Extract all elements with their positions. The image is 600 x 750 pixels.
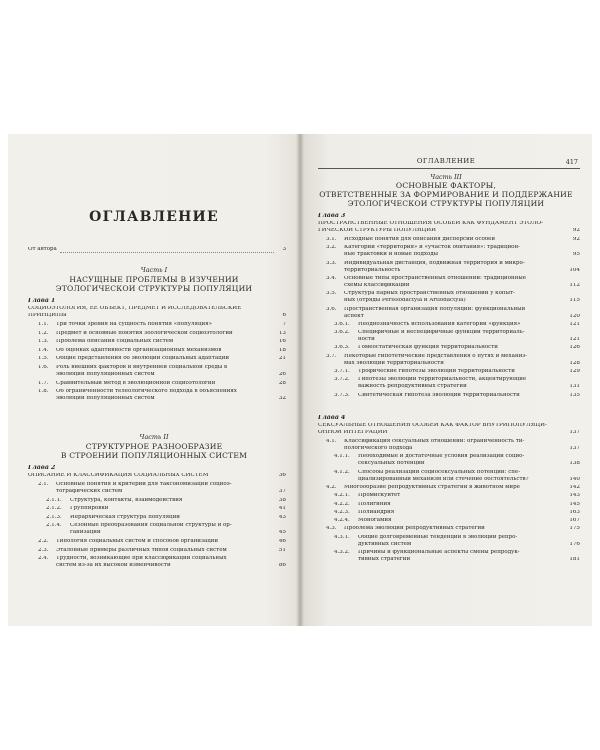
toc-entry-title: Эталонные примеры различных типов социальных систем — [56, 547, 227, 553]
toc-title: ОГЛАВЛЕНИЕ — [89, 210, 219, 224]
toc-entry-title: Об ограниченности телеологического подхода в объяснениях — [56, 389, 237, 395]
toc-entry-number: 1.6. — [38, 365, 49, 370]
toc-entry-title-cont: важность репродуктивных стратегий — [358, 384, 467, 390]
toc-entry-title-cont: мах эволюции территориальности — [344, 360, 444, 366]
toc-entry-title: Структура, контакты, взаимодействия — [70, 497, 183, 503]
toc-entry-number: 3.1. — [326, 237, 337, 242]
toc-entry-page: 138 — [569, 461, 580, 467]
toc-entry-page: 41 — [278, 506, 286, 512]
part2-title-line2: В СТРОЕНИИ ПОПУЛЯЦИОННЫХ СИСТЕМ — [60, 452, 248, 460]
chapter1-title-line2: ПРИНЦИПЫ — [28, 313, 67, 318]
toc-entry-number: 4.2.2. — [334, 501, 350, 507]
toc-entry-number: 2.4. — [38, 556, 49, 562]
toc-entry-title-cont: систем из-за их высокой изменчивости — [56, 563, 171, 569]
toc-entry-title-cont: ганизации — [70, 530, 101, 536]
toc-entry-title: Необходимые и достаточные условия реализации социо- — [358, 454, 525, 460]
toc-entry-page: 176 — [569, 541, 580, 547]
toc-entry-page: 37 — [278, 489, 286, 494]
toc-entry-page: 167 — [569, 518, 580, 524]
toc-entry-title-cont: ные трактовки и новые подходы — [344, 252, 439, 258]
part1-title-line2: ЭТОЛОГИЧЕСКОЙ СТРУКТУРЫ ПОПУЛЯЦИЙ — [55, 285, 253, 293]
toc-entry-page: 45 — [278, 530, 286, 536]
toc-entry-title: Гипотезы эволюции территориальности, акцентирующие — [358, 377, 527, 383]
toc-entry-page: 21 — [278, 356, 286, 362]
toc-entry-page: 181 — [569, 557, 580, 562]
toc-entry-title-cont: аспект — [344, 313, 364, 319]
toc-entry-number: 4.1.1. — [334, 454, 350, 460]
chapter3-page: 92 — [572, 228, 580, 233]
toc-entry-page: 128 — [569, 360, 580, 366]
toc-entry-page: 121 — [569, 321, 580, 327]
toc-entry-number: 4.3.2. — [334, 550, 350, 555]
toc-entry-number: 4.3.1. — [334, 534, 350, 540]
toc-entry-page: 145 — [569, 501, 580, 507]
toc-entry-page: 143 — [569, 493, 580, 499]
leader — [60, 252, 274, 253]
toc-entry-number: 3.7.1. — [334, 369, 350, 374]
toc-entry-title-cont: схемы классификации — [344, 282, 410, 288]
toc-entry-title: Специфичные и неспецифичные функции территориаль- — [358, 330, 525, 336]
part3-number: Часть III — [430, 174, 462, 181]
toc-entry-title: Основные типы пространственных отношений: традиционные — [344, 275, 526, 281]
toc-entry-title-cont: тивных стратегий — [358, 557, 411, 562]
toc-entry-title: Неоднозначность использования категории «функция» — [358, 321, 521, 327]
toc-entry-title: Трофические гипотезы эволюции территориальности — [358, 369, 515, 374]
toc-entry-title: Структура парных пространственных отношений у копыт- — [344, 291, 515, 297]
part3-title-line3: ЭТОЛОГИЧЕСКОЙ СТРУКТУРЫ ПОПУЛЯЦИЙ — [347, 200, 545, 208]
toc-entry-title: Три точки зрения на сущность понятия «популяция» — [56, 322, 213, 327]
toc-entry-number: 1.3. — [38, 339, 49, 345]
toc-entry-number: 1.2. — [38, 330, 49, 336]
toc-entry-number: 4.1.2. — [334, 469, 350, 475]
toc-entry-number: 2.1.3. — [46, 514, 62, 520]
toc-entry-title-cont: пологического подхода — [344, 446, 413, 451]
toc-entry-title: Полиандрия — [358, 509, 395, 515]
toc-entry-page: 86 — [278, 563, 286, 569]
toc-entry-page: 18 — [278, 347, 286, 353]
toc-entry-number: 2.1.2. — [46, 506, 62, 512]
toc-entry-number: 2.3. — [38, 547, 49, 553]
header-rule — [318, 168, 580, 169]
toc-entry-page: 13 — [278, 330, 286, 336]
toc-entry-number: 3.5. — [326, 291, 337, 297]
toc-entry-page: 104 — [569, 267, 580, 273]
chapter4-title-line2: ОННОЙ ИНТЕГРАЦИИ — [318, 430, 388, 435]
chapter2-number: Глава 2 — [28, 465, 56, 471]
toc-entry-number: 3.3. — [326, 260, 337, 266]
toc-entry-page: 135 — [569, 392, 580, 398]
chapter2-title: ОПИСАНИЕ И КЛАССИФИКАЦИЯ СОЦИАЛЬНЫХ СИСТЕМ — [28, 473, 209, 478]
toc-entry-title: Гомеостатическая функция территориальности — [358, 345, 498, 351]
toc-entry-number: 4.1. — [326, 439, 337, 444]
toc-entry-title: Трудности, возникающие при классификации социальных — [56, 556, 227, 562]
toc-entry-page: 121 — [569, 337, 580, 343]
toc-entry-title: Группировки — [70, 506, 109, 512]
left-page — [8, 134, 300, 626]
toc-entry-number: 3.7.2. — [334, 377, 350, 383]
toc-entry-title: Проблема описания социальных систем — [56, 339, 174, 345]
toc-entry-number: 4.2. — [326, 484, 337, 490]
toc-entry-page: 115 — [569, 298, 580, 304]
toc-entry-title-cont: эволюции популяционных систем — [56, 396, 155, 402]
toc-entry-page: 140 — [569, 476, 580, 482]
chapter1-number: Глава 1 — [28, 298, 56, 304]
toc-entry-title: Общие долговременные тенденции в эволюции репро- — [358, 534, 518, 540]
chapter4-title-line1: СЕКСУАЛЬНЫЕ ОТНОШЕНИЯ ОСОБЕЙ КАК ФАКТОР ВНУТРИПОПУЛЯЦИ- — [318, 423, 547, 428]
toc-entry-number: 3.6. — [326, 306, 337, 312]
toc-entry-title: Об оценках адаптивности организационных механизмов — [56, 347, 222, 353]
chapter1-title-line1: СОЦИОЭТОЛОГИЯ, ЕЕ ОБЪЕКТ, ПРЕДМЕТ И ИССЛЕДОВАТЕЛЬСКИЕ — [28, 306, 242, 311]
toc-entry-number: 3.2. — [326, 245, 337, 251]
toc-entry-number: 1.8. — [38, 389, 49, 395]
toc-entry-number: 4.2.4. — [334, 518, 350, 524]
toc-entry-page: 137 — [569, 446, 580, 451]
toc-entry-title-cont: ности — [358, 337, 375, 343]
toc-entry-number: 2.1.4. — [46, 523, 62, 529]
chapter3-title-line2: ГИЧЕСКОЙ СТРУКТУРЫ ПОПУЛЯЦИИ — [318, 228, 437, 233]
toc-entry-page: 142 — [569, 484, 580, 490]
toc-entry-title: Основные понятия и критерии для таксономизации социоэ- — [56, 482, 232, 487]
toc-entry-title: Сезонные преобразования социальной структуры и ор- — [70, 523, 232, 529]
toc-entry-title-cont: сексуальных потенций — [358, 461, 425, 467]
toc-entry-number: 3.7. — [326, 353, 337, 359]
toc-entry-number: 4.2.1. — [334, 493, 350, 499]
toc-entry-number: 1.4. — [38, 347, 49, 353]
toc-entry-title: Синтетическая гипотеза эволюции территориальности — [358, 392, 520, 398]
toc-entry-page: 32 — [278, 396, 286, 402]
toc-entry-title: Проблема эволюции репродуктивных стратегий — [344, 526, 485, 532]
part1-title-line1: НАСУЩНЫЕ ПРОБЛЕМЫ В ИЗУЧЕНИИ — [69, 276, 239, 284]
toc-entry-page: 38 — [278, 497, 286, 503]
running-head: ОГЛАВЛЕНИЕ — [416, 158, 476, 165]
toc-entry-page: 28 — [278, 380, 286, 386]
toc-entry-page: 126 — [569, 345, 580, 351]
part1-number: Часть I — [140, 267, 168, 274]
toc-entry-title-cont: тографических систем — [56, 489, 123, 494]
toc-entry-title-cont: циализированный механизм или стечение обстоятельств? — [358, 476, 529, 482]
toc-entry-title: Категории «территория» и «участок обитания»: традицион- — [344, 245, 520, 251]
toc-entry-page: 16 — [278, 339, 286, 345]
toc-entry-page: 120 — [569, 313, 580, 319]
toc-entry-number: 2.2. — [38, 539, 49, 544]
toc-entry-page: 51 — [278, 547, 286, 553]
toc-entry-page: 129 — [569, 369, 580, 374]
toc-entry-number: 1.7. — [38, 380, 49, 386]
toc-entry-title: Общие представления об эволюции социальных адаптаций — [56, 356, 230, 362]
from-author-label: От автора — [28, 247, 57, 252]
part3-title-line2: ОТВЕТСТВЕННЫЕ ЗА ФОРМИРОВАНИЕ И ПОДДЕРЖАНИЕ — [319, 191, 573, 199]
toc-entry-title: Способы реализации социосексуальных потенций: спе- — [358, 469, 521, 475]
toc-entry-number: 4.2.3. — [334, 509, 350, 515]
chapter2-page: 36 — [278, 473, 286, 478]
toc-entry-title: Классификация сексуальных отношений: ограниченность ти- — [344, 439, 525, 444]
part3-title-line1: ОСНОВНЫЕ ФАКТОРЫ, — [395, 182, 497, 190]
toc-entry-page: 163 — [569, 509, 580, 515]
toc-entry-number: 4.3. — [326, 526, 337, 532]
toc-entry-title-cont: территориальность — [344, 267, 401, 273]
toc-entry-page: 26 — [278, 372, 286, 377]
toc-entry-page: 131 — [569, 384, 580, 390]
book-spread — [8, 134, 592, 626]
toc-entry-number: 1.5. — [38, 356, 49, 362]
chapter1-page: 6 — [282, 313, 286, 318]
toc-entry-title: Иерархическая структура популяции — [70, 514, 180, 520]
from-author-page: 3 — [282, 247, 286, 252]
toc-entry-title-cont: ных (отряды Perissodactyla и Artiodactyla) — [344, 298, 466, 304]
toc-entry-number: 1.1. — [38, 322, 49, 327]
toc-entry-title: Причины и функциональные аспекты смены репродук- — [358, 550, 520, 555]
part2-title-line1: СТРУКТУРНОЕ РАЗНООБРАЗИЕ — [85, 443, 223, 451]
toc-entry-number: 3.7.3. — [334, 392, 350, 398]
toc-entry-title: Некоторые гипотетические представления о путях и механиз- — [344, 353, 528, 359]
chapter4-number: Глава 4 — [318, 415, 346, 421]
toc-entry-title: Пространственная организация популяции: функциональный — [344, 306, 526, 312]
toc-entry-title: Полигиния — [358, 501, 391, 507]
chapter4-page: 137 — [569, 430, 580, 435]
toc-entry-title: Многообразие репродуктивных стратегий в животном мире — [344, 484, 520, 490]
toc-entry-page: 43 — [278, 514, 286, 520]
toc-entry-title: Исходные понятия для описания дисперсии особей — [344, 237, 496, 242]
toc-entry-title: Роль внешних факторов и внутренней социальной среды в — [56, 365, 228, 370]
toc-entry-title: Промискуитет — [358, 493, 401, 499]
toc-entry-page: 112 — [569, 282, 580, 288]
right-page — [300, 134, 592, 626]
page-number: 417 — [565, 159, 578, 166]
chapter3-number: Глава 3 — [318, 213, 346, 219]
toc-entry-number: 2.1.1. — [46, 497, 62, 503]
toc-entry-number: 3.6.3. — [334, 345, 350, 351]
toc-entry-page: 7 — [282, 322, 286, 327]
toc-entry-title: Типология социальных систем и способов организации — [56, 539, 219, 544]
book-gutter — [296, 134, 304, 626]
part2-number: Часть II — [139, 434, 169, 441]
toc-entry-number: 2.1. — [38, 482, 49, 487]
toc-entry-title-cont: эволюции популяционных систем — [56, 372, 155, 377]
toc-entry-title: Индивидуальная дистанция, подвижная территория и микро- — [344, 260, 525, 266]
toc-entry-page: 46 — [278, 539, 286, 544]
toc-entry-title: Моногамия — [358, 518, 392, 524]
toc-entry-title: Сравнительный метод в эволюционной социоэтологии — [56, 380, 216, 386]
toc-entry-number: 3.4. — [326, 275, 337, 281]
toc-entry-title-cont: дуктивных систем — [358, 541, 412, 547]
toc-entry-page: 175 — [569, 526, 580, 532]
toc-entry-number: 3.6.1. — [334, 321, 350, 327]
toc-entry-page: 92 — [572, 237, 580, 242]
toc-entry-number: 3.6.2. — [334, 330, 350, 336]
chapter3-title-line1: ПРОСТРАНСТВЕННЫЕ ОТНОШЕНИЯ ОСОБЕЙ КАК ФУНДАМЕНТ ЭТОЛО- — [318, 221, 544, 226]
toc-entry-title: Предмет и основные понятия зоологической социоэтологии — [56, 330, 233, 336]
toc-entry-page: 95 — [572, 252, 580, 258]
